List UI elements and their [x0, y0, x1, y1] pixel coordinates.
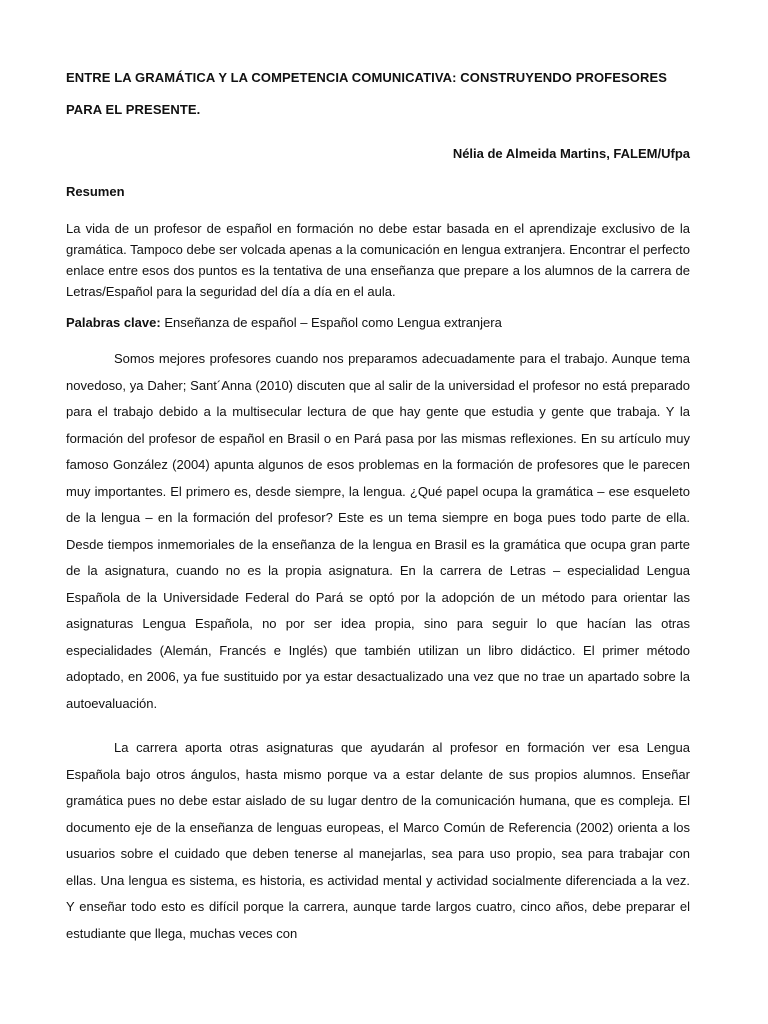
- document-title: ENTRE LA GRAMÁTICA Y LA COMPETENCIA COMUNICATIVA: CONSTRUYENDO PROFESORES PARA EL PRESENTE.: [66, 70, 667, 117]
- body-paragraph-1: Somos mejores profesores cuando nos preparamos adecuadamente para el trabajo. Aunque tema novedoso, ya Daher; Sant´Anna (2010) discuten que al salir de la universidad el profesor no está preparado para el trabajo debido a la multisecular lectura de que hay gente que estudia y gente que trabaja. Y la formación del profesor de español en Brasil o en Pará pasa por las mismas reflexiones. En su artículo muy famoso González (2004) apunta algunos de esos problemas en la formación de profesores que le parecen muy importantes. El primero es, desde siempre, la lengua. ¿Qué papel ocupa la gramática – ese esqueleto de la lengua – en la formación del profesor? Este es un tema siempre en boga pues todo parte de ella. Desde tiempos inmemoriales de la enseñanza de la lengua en Brasil es la gramática que ocupa gran parte de la asignatura, cuando no es la propia asignatura. En la carrera de Letras – especialidad Lengua Española de la Universidade Federal do Pará se optó por la adopción de un método para orientar las asignaturas Lengua Española, no por ser idea propia, sino para seguir lo que hacían las otras especialidades (Alemán, Francés e Inglés) que también utilizan un libro didáctico. El primer método adoptado, en 2006, ya fue sustituido por ya estar desactualizado una vez que no trae un apartado sobre la autoevaluación.: [66, 351, 690, 711]
- abstract-text: La vida de un profesor de español en formación no debe estar basada en el aprendizaje exclusivo de la gramática. Tampoco debe ser volcada apenas a la comunicación en lengua extranjera. Encontrar el perfecto enlace entre esos dos puntos es la tentativa de una enseñanza que prepare a los alumnos de la carrera de Letras/Español para la seguridad del día a día en el aula.: [66, 221, 690, 299]
- author-line: Nélia de Almeida Martins, FALEM/Ufpa: [452, 146, 690, 161]
- keywords-line: [66, 313, 690, 333]
- body-paragraph-2: La carrera aporta otras asignaturas que ayudarán al profesor en formación ver esa Lengua Española bajo otros ángulos, hasta mismo porque va a estar delante de sus propios alumnos. Enseñar gramática pues no debe estar aislado de su lugar dentro de la comunicación humana, que es compleja. El documento eje de la enseñanza de lenguas europeas, el Marco Común de Referencia (2002) orienta a los usuarios sobre el cuidado que deben tenerse al manejarlas, sea para uso propio, sea para trabajar con ellas. Una lengua es sistema, es historia, es actividad mental y actividad socialmente diferenciada a la vez. Y enseñar todo esto es difícil porque la carrera, aunque tarde largos cuatro, cinco años, debe preparar el estudiante que llega, muchas veces con: [66, 740, 690, 941]
- keywords-text: Enseñanza de español – Español como Lengua extranjera: [164, 315, 502, 330]
- keywords-label: Palabras clave:: [66, 315, 161, 330]
- abstract-heading: Resumen: [66, 184, 125, 199]
